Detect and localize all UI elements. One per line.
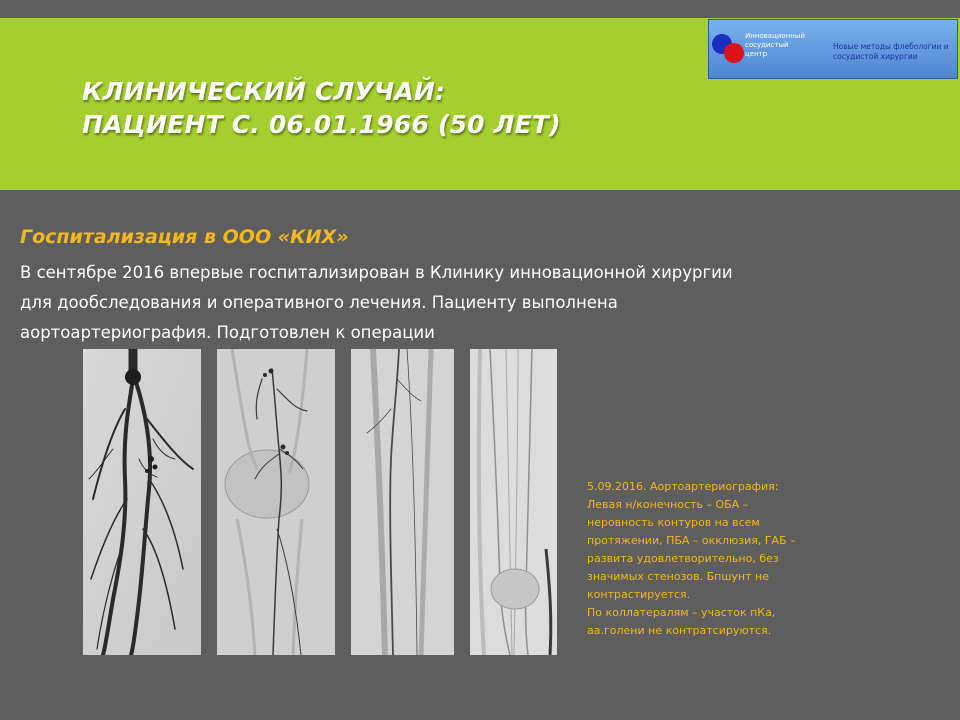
angiogram-image-4: [470, 349, 557, 655]
body-line: для дообследования и оперативного лечения. Пациенту выполнена: [20, 293, 618, 312]
clinic-logo: [708, 19, 958, 79]
slide-title-line-2: ПАЦИЕНТ С. 06.01.1966 (50 ЛЕТ): [82, 110, 561, 139]
logo-red-circle-icon: [724, 43, 744, 63]
body-line: В сентябре 2016 впервые госпитализирован в Клинику инновационной хирургии: [20, 263, 733, 282]
caption-line: развита удовлетворительно, без: [587, 552, 779, 565]
slide-title: [82, 75, 561, 141]
caption-line: протяжении, ПБА – окклюзия, ГАБ –: [587, 534, 796, 547]
angiogram-image-1: [83, 349, 201, 655]
caption-line: аа.голени не контратсируются.: [587, 624, 772, 637]
logo-tagline: Новые методы флебологии и сосудистой хирургии: [833, 42, 949, 61]
caption-line: 5.09.2016. Аортоартериография:: [587, 480, 779, 493]
angiogram-image-2: [217, 349, 335, 655]
slide-title-line-1: КЛИНИЧЕСКИЙ СЛУЧАЙ:: [82, 77, 446, 106]
body-line: аортоартериография. Подготовлен к операции: [20, 323, 435, 342]
section-body: [20, 258, 900, 348]
caption-line: значимых стенозов. Бпшунт не: [587, 570, 769, 583]
angiography-caption: [587, 478, 857, 640]
caption-line: неровность контуров на всем: [587, 516, 760, 529]
caption-line: По коллатералям – участок пКа,: [587, 606, 776, 619]
section-heading: Госпитализация в ООО «КИХ»: [20, 226, 349, 248]
caption-line: контрастируется.: [587, 588, 691, 601]
logo-org-name: Инновационный сосудистый центр: [745, 32, 805, 58]
caption-line: Левая н/конечность – ОБА –: [587, 498, 749, 511]
angiogram-image-3: [351, 349, 454, 655]
